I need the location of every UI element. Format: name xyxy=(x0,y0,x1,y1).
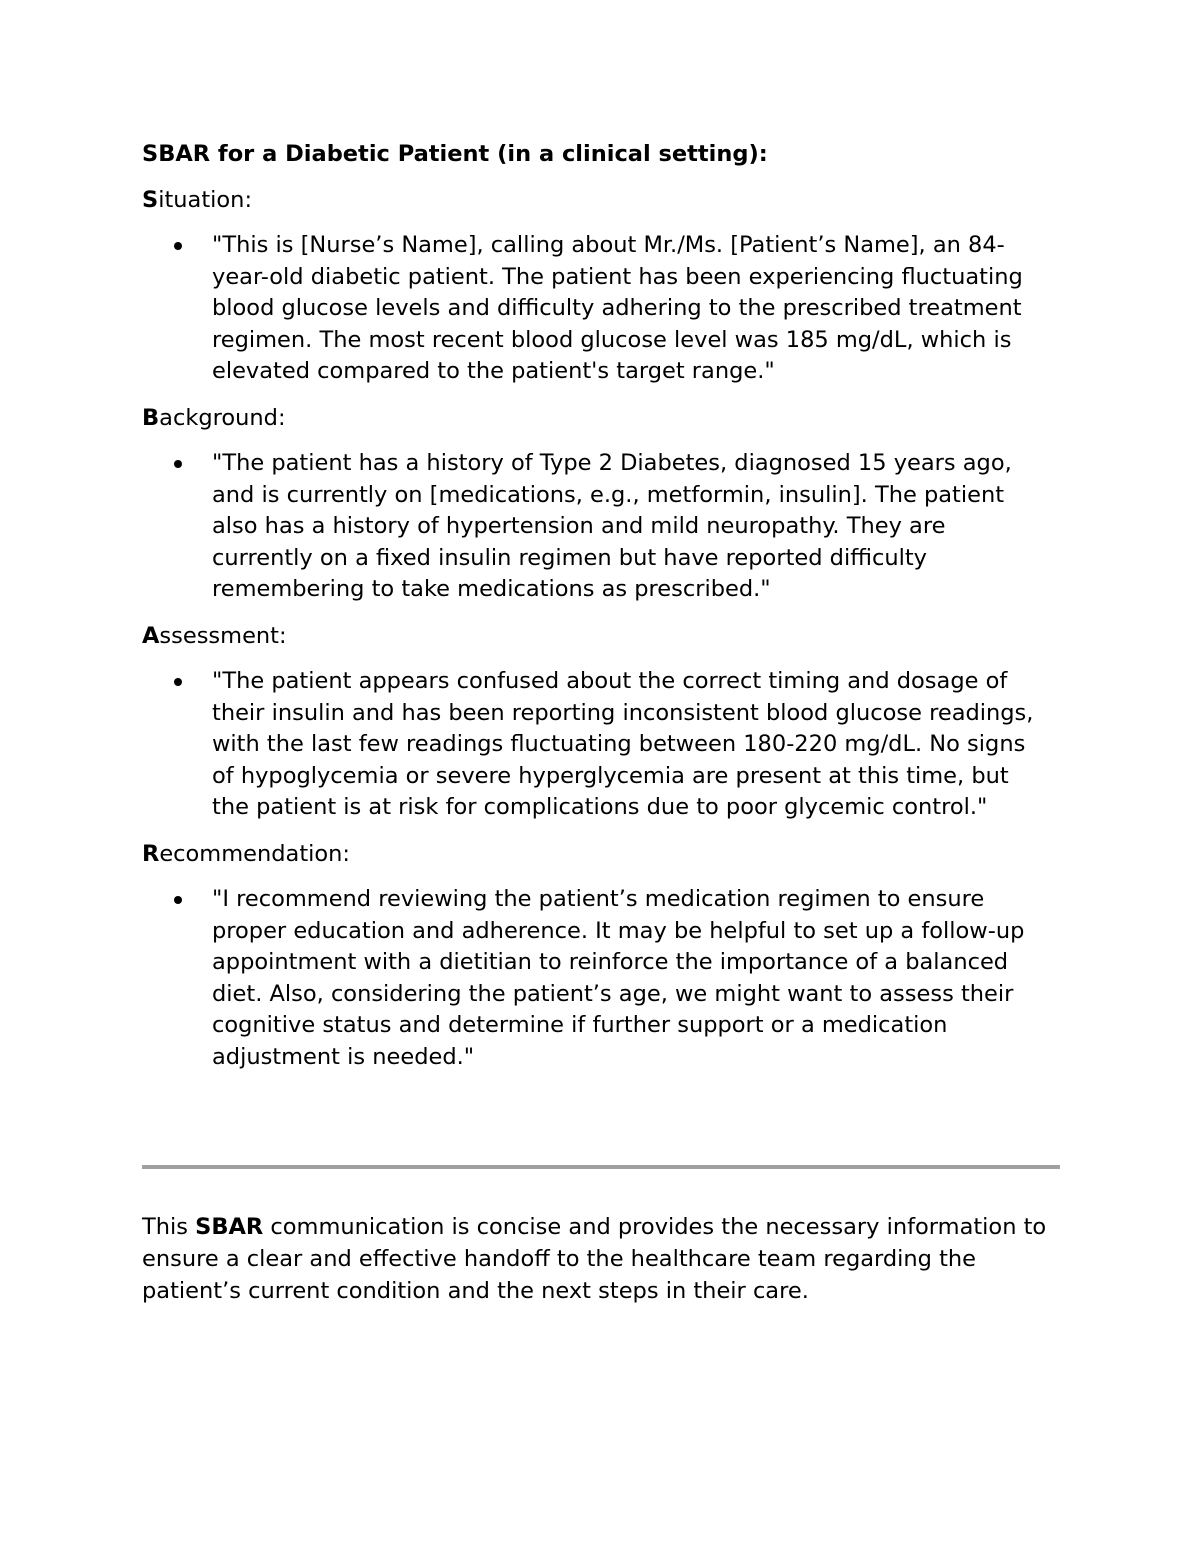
bullet-icon xyxy=(174,896,182,904)
background-list xyxy=(142,448,1062,606)
closing-paragraph xyxy=(142,1211,1062,1307)
bullet-icon xyxy=(174,242,182,250)
section-heading-recommendation xyxy=(142,838,1062,870)
bullet-icon xyxy=(174,678,182,686)
bullet-text: "The patient has a history of Type 2 Diabetes, diagnosed 15 years ago, and is currently on [medications, e.g., metformin, insulin]. The patient also has a history of hypertension and mild neuropathy. They are currently on a fixed insulin regimen but have reported difficulty remembering to take medications as prescribed." xyxy=(212,449,1012,603)
section-initial: S xyxy=(142,187,159,213)
document-title: SBAR for a Diabetic Patient (in a clinical setting): xyxy=(142,141,768,167)
bullet-text: "This is [Nurse’s Name], calling about Mr./Ms. [Patient’s Name], an 84-year-old diabetic patient. The patient has been experiencing fluctuating blood glucose levels and difficulty adhering to the prescribed treatment regimen. The most recent blood glucose level was 185 mg/dL, which is elevated compared to the patient's target range." xyxy=(212,232,1023,385)
list-item xyxy=(142,448,1052,606)
section-initial: B xyxy=(142,404,160,431)
closing-suffix: communication is concise and provides the necessary information to ensure a clear and effective handoff to the healthcare team regarding the patient’s current condition and the next steps in their care. xyxy=(142,1214,1047,1304)
horizontal-divider xyxy=(142,1165,1060,1169)
section-heading-text: ecommendation: xyxy=(159,840,350,867)
document-body xyxy=(142,138,1062,1087)
section-heading-text: ackground: xyxy=(159,404,286,431)
list-item xyxy=(142,230,1052,388)
closing-emphasis: SBAR xyxy=(195,1214,264,1240)
bullet-icon xyxy=(174,460,182,468)
section-initial: A xyxy=(142,622,160,649)
section-heading-assessment xyxy=(142,620,1062,652)
recommendation-list xyxy=(142,884,1062,1074)
section-heading-background xyxy=(142,402,1062,434)
bullet-text: "The patient appears confused about the correct timing and dosage of their insulin and has been reporting inconsistent blood glucose readings, with the last few readings fluctuating between 180-220 mg/dL. No signs of hypoglycemia or severe hyperglycemia are present at this time, but the patient is at risk for complications due to poor glycemic control." xyxy=(212,667,1034,821)
bullet-text: "I recommend reviewing the patient’s medication regimen to ensure proper education and adherence. It may be helpful to set up a follow-up appointment with a dietitian to reinforce the importance of a balanced diet. Also, considering the patient’s age, we might want to assess their cognitive status and determine if further support or a medication adjustment is needed." xyxy=(212,885,1025,1070)
list-item xyxy=(142,666,1052,824)
section-heading-situation xyxy=(142,184,1062,216)
section-heading-text: ssessment: xyxy=(159,622,287,649)
situation-list xyxy=(142,230,1062,388)
section-initial: R xyxy=(142,840,160,867)
list-item xyxy=(142,884,1052,1074)
section-heading-text: ituation: xyxy=(158,187,253,213)
closing-prefix: This xyxy=(142,1214,196,1240)
assessment-list xyxy=(142,666,1062,824)
